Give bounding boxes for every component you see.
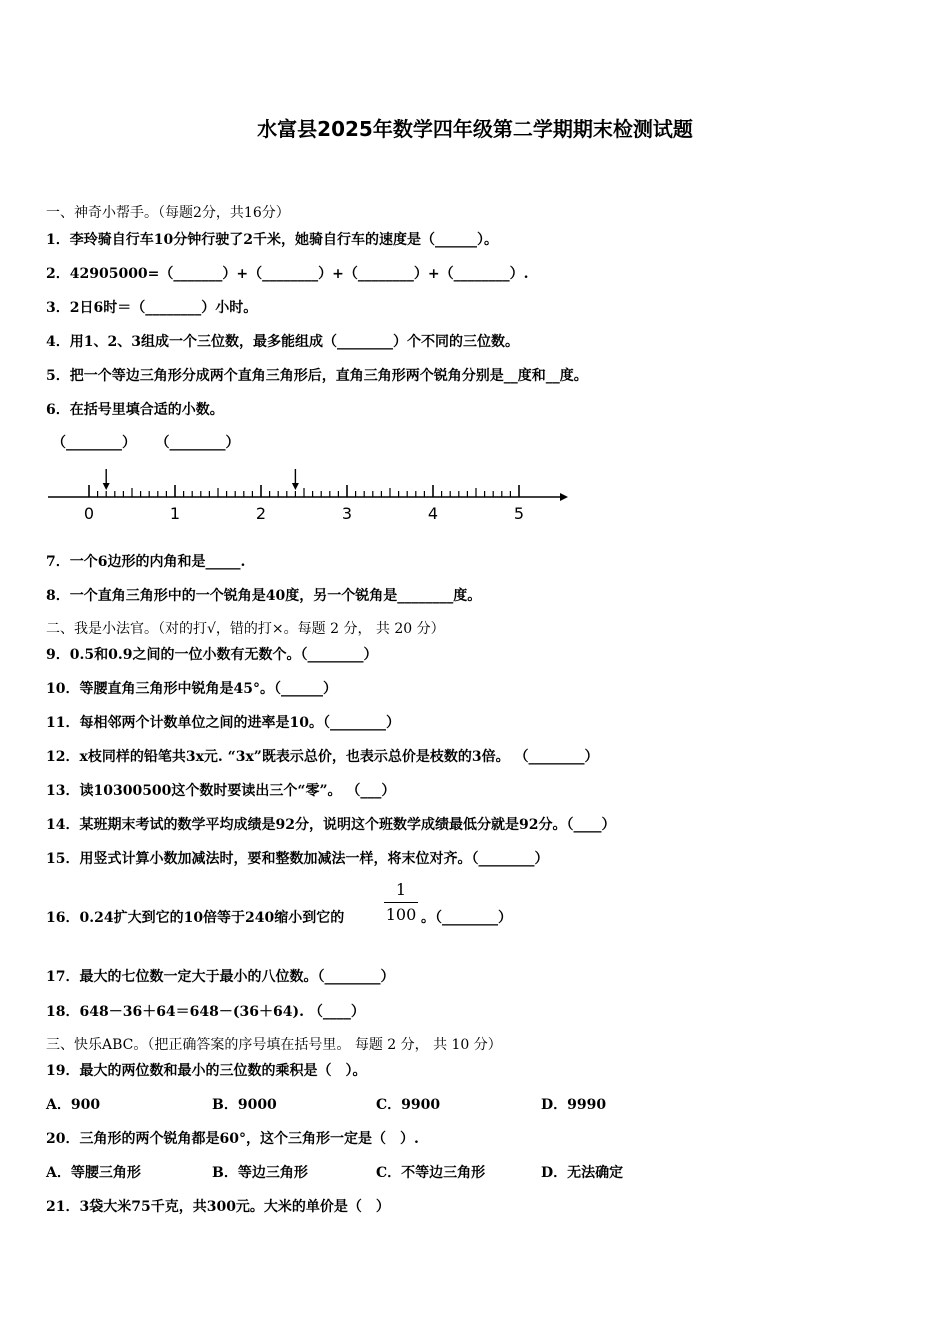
number-line-marker-arrowhead (103, 483, 110, 490)
question-5: 5．把一个等边三角形分成两个直角三角形后，直角三角形两个锐角分别是__度和__度。 (46, 368, 588, 384)
question-11: 11．每相邻两个计数单位之间的进率是10。（________） (46, 715, 400, 731)
tick-label-2: 2 (255, 504, 267, 523)
q20-option-a: A．等腰三角形 (46, 1165, 141, 1181)
question-12: 12．x枝同样的铅笔共3x元. “3x”既表示总价，也表示总价是枝数的3倍。 （________） (46, 749, 599, 765)
question-15: 15．用竖式计算小数加减法时，要和整数加减法一样，将末位对齐。（________） (46, 851, 549, 867)
question-4: 4．用1、2、3组成一个三位数，最多能组成（________）个不同的三位数。 (46, 334, 519, 350)
q20-option-d: D．无法确定 (541, 1165, 624, 1181)
tick-label-5: 5 (513, 504, 525, 523)
fraction-denominator: 100 (385, 905, 417, 924)
q20-option-c: C．不等边三角形 (376, 1165, 486, 1181)
question-8: 8．一个直角三角形中的一个锐角是40度，另一个锐角是________度。 (46, 588, 482, 604)
question-18: 18．648－36＋64＝648－(36＋64). （____） (46, 1004, 365, 1020)
question-9: 9．0.5和0.9之间的一位小数有无数个。（________） (46, 647, 378, 663)
question-16-blank: 。（________） (421, 910, 512, 926)
question-6-blanks: （________） （________） (52, 435, 240, 451)
page-title: 水富县2025年数学四年级第二学期期末检测试题 (257, 117, 693, 141)
question-3: 3．2日6时＝（________）小时。 (46, 300, 258, 316)
number-line-markers (103, 469, 299, 490)
fraction-one-hundredth (384, 880, 418, 925)
q19-option-d: D．9990 (541, 1097, 607, 1113)
question-6: 6．在括号里填合适的小数。 (46, 402, 224, 418)
number-line-figure (40, 463, 580, 527)
question-21: 21．3袋大米75千克，共300元。大米的单价是（ ） (46, 1199, 390, 1215)
question-19: 19．最大的两位数和最小的三位数的乘积是（ ）。 (46, 1063, 367, 1079)
question-16-text: 16．0.24扩大到它的10倍等于240缩小到它的 (46, 910, 345, 926)
number-line-ticks (89, 485, 519, 497)
fraction-numerator: 1 (395, 880, 407, 899)
q19-option-c: C．9900 (376, 1097, 441, 1113)
question-2: 2．42905000=（_______）+（________）+（________）+（________）. (46, 266, 529, 282)
tick-label-4: 4 (427, 504, 439, 523)
question-1: 1．李玲骑自行车10分钟行驶了2千米，她骑自行车的速度是（______）。 (46, 232, 498, 248)
tick-label-3: 3 (341, 504, 353, 523)
number-line-marker-arrowhead (292, 483, 299, 490)
fraction-bar (384, 902, 418, 903)
q20-option-b: B．等边三角形 (212, 1165, 308, 1181)
question-17: 17．最大的七位数一定大于最小的八位数。（________） (46, 969, 395, 985)
question-14: 14．某班期末考试的数学平均成绩是92分，说明这个班数学成绩最低分就是92分。（____） (46, 817, 616, 833)
question-7: 7．一个6边形的内角和是_____. (46, 554, 246, 570)
q19-option-a: A．900 (46, 1097, 101, 1113)
q19-option-b: B．9000 (212, 1097, 277, 1113)
tick-label-1: 1 (169, 504, 181, 523)
section-2-heading: 二、我是小法官。（对的打√，错的打×。每题 2 分， 共 20 分） (46, 621, 445, 637)
tick-label-0: 0 (83, 504, 95, 523)
number-line-arrowhead (560, 493, 568, 501)
question-10: 10．等腰直角三角形中锐角是45°。（______） (46, 681, 337, 697)
section-3-heading: 三、快乐ABC。（把正确答案的序号填在括号里。 每题 2 分， 共 10 分） (46, 1037, 502, 1053)
question-20: 20．三角形的两个锐角都是60°，这个三角形一定是（ ）. (46, 1131, 419, 1147)
section-1-heading: 一、神奇小帮手。（每题2分，共16分） (46, 205, 290, 221)
question-13: 13．读10300500这个数时要读出三个“零”。 （___） (46, 783, 396, 799)
